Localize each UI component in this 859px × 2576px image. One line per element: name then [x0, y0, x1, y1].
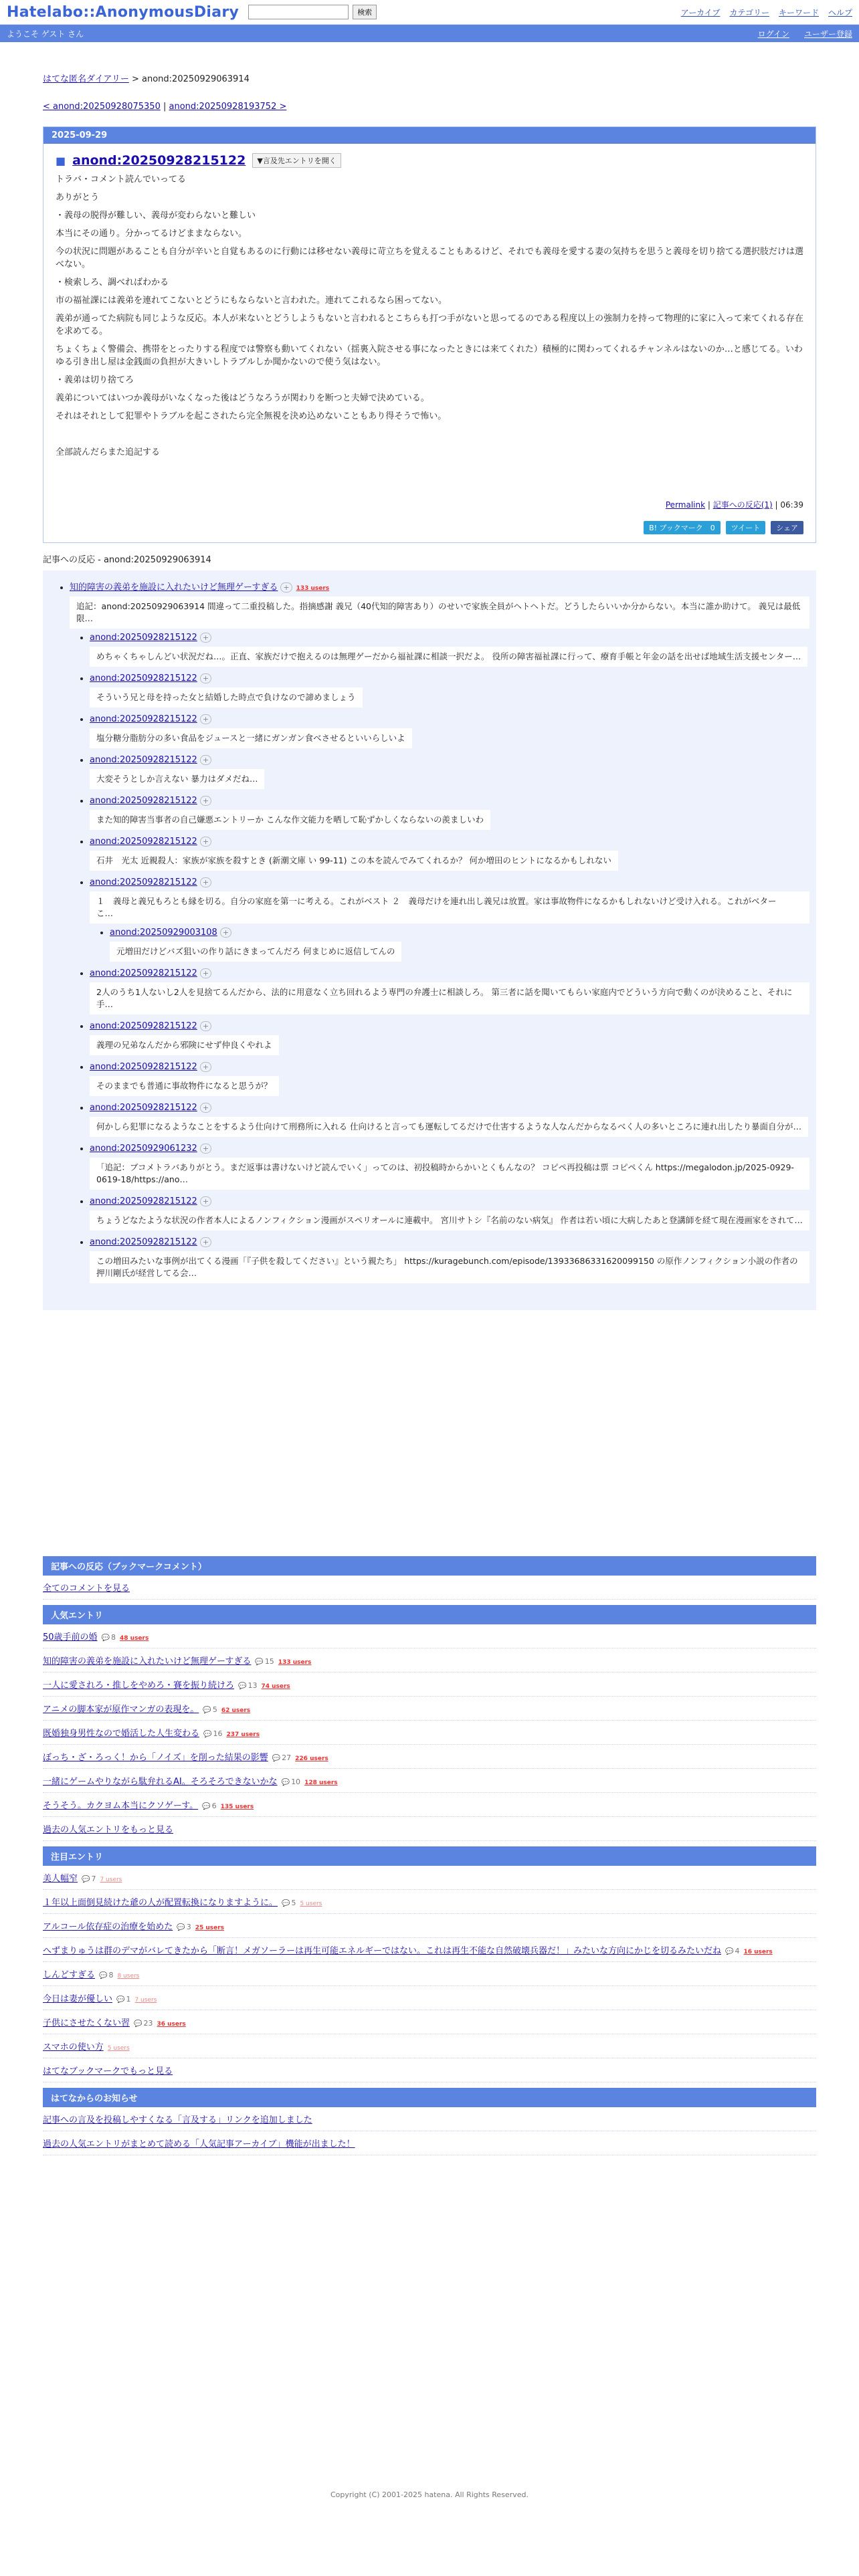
- reply-item: [90, 1103, 809, 1137]
- reply-link[interactable]: anond:20250928215122: [90, 1196, 197, 1206]
- search-button[interactable]: 検索: [353, 5, 377, 19]
- entry-paragraph: ありがとう: [56, 193, 100, 203]
- notable-more-link[interactable]: はてなブックマークでもっと見る: [43, 2066, 173, 2076]
- comment-count: 💬 4: [725, 1947, 739, 1955]
- reply-excerpt: 元増田だけどバズ狙いの作り話にきまってんだろ 何まじめに返信してんの: [110, 942, 401, 962]
- comment-count: 💬 23: [134, 2019, 153, 2028]
- root-users-badge[interactable]: 133 users: [296, 585, 330, 592]
- reply-link[interactable]: anond:20250928215122: [90, 755, 197, 765]
- reply-item: [90, 1196, 809, 1230]
- open-cited-entry-button[interactable]: ▼言及先エントリを開く: [252, 153, 341, 168]
- popular-entry: [43, 1673, 816, 1697]
- entry-paragraph: [56, 428, 803, 441]
- notable-entry: [43, 1938, 816, 1962]
- notable-entry: [43, 1866, 816, 1890]
- toggle-icon[interactable]: +: [200, 714, 211, 724]
- popular-entry-link[interactable]: 既婚独身男性なので婚活した人生変わる: [43, 1729, 200, 1739]
- comment-count: 💬 15: [255, 1657, 274, 1666]
- toggle-icon[interactable]: +: [220, 928, 231, 938]
- hatena-bookmark-button[interactable]: B! ブックマーク 0: [644, 521, 721, 534]
- entry-footer: Permalink | 記事への反応(1) | 06:39: [665, 500, 803, 510]
- entry-paragraph: 本当にその通り。分かってるけどままならない。: [56, 229, 248, 239]
- top-bar: [0, 0, 859, 25]
- entry-paragraph: ちょくちょく警備会、携帯をとったりする程度では警察も動いてくれない（揺裏入院させる事になったときには来てくれた）積極的に関わってくれるチャンネルはないのか…と感じてる。いわゆる引き出し屋は金銭面の負担が大きいしトラブルしか聞かないので使う気はない。: [56, 344, 803, 367]
- news-item: [43, 2131, 816, 2155]
- category-link[interactable]: カテゴリー: [729, 7, 769, 17]
- entry-paragraph: ・義弟は切り捨てろ: [56, 375, 134, 385]
- breadcrumb-current: anond:20250929063914: [142, 74, 250, 84]
- comment-count: 💬 16: [203, 1729, 222, 1738]
- popular-heading: 人気エントリ: [43, 1605, 816, 1624]
- popular-entry: [43, 1721, 816, 1745]
- popular-entry: [43, 1769, 816, 1793]
- notable-entry-link[interactable]: へずまりゅうは群のデマがバレてきたから「断言！メガソーラーは再生可能エネルギーではない。これは再生不能な自然破壊兵器だ！」みたいな方向にかじを切るみたいだね: [43, 1946, 722, 1956]
- entry-body: [56, 173, 803, 459]
- popular-entry-link[interactable]: 知的障害の義弟を施設に入れたいけど無理ゲーすぎる: [43, 1656, 252, 1667]
- notable-entry: [43, 1890, 816, 1914]
- comment-count: 💬 10: [282, 1778, 300, 1786]
- entry-date: 2025-09-29: [43, 127, 816, 144]
- notable-entry-link[interactable]: 子供にさせたくない習: [43, 2018, 130, 2028]
- reply-item: [90, 1062, 809, 1096]
- keyword-link[interactable]: キーワード: [778, 7, 819, 17]
- reply-excerpt: そのままでも普通に事故物件になると思うが？: [90, 1076, 279, 1096]
- users-badge[interactable]: 74 users: [261, 1683, 290, 1690]
- news-link[interactable]: 過去の人気エントリがまとめて読める「人気記事アーカイブ」機能が出ました！: [43, 2139, 355, 2149]
- users-badge[interactable]: 62 users: [221, 1707, 251, 1714]
- users-badge[interactable]: 7 users: [100, 1876, 122, 1883]
- reply-item: [90, 755, 809, 789]
- popular-entry-link[interactable]: 一緒にゲームやりながら駄弁れるAI。そろそろできないかな: [43, 1777, 278, 1787]
- reply-link[interactable]: anond:20250928215122: [90, 1021, 197, 1031]
- toggle-icon[interactable]: +: [200, 877, 211, 887]
- news-heading: はてなからのお知らせ: [43, 2088, 816, 2107]
- notable-entry-link[interactable]: スマホの使い方: [43, 2042, 104, 2052]
- popular-entry-link[interactable]: 一人に愛されろ・推しをやめろ・賽を振り続けろ: [43, 1681, 235, 1691]
- notable-heading: 注目エントリ: [43, 1846, 816, 1866]
- notable-entry: [43, 1962, 816, 1986]
- toggle-icon[interactable]: +: [200, 633, 211, 643]
- entry-paragraph: 市の福祉課には義弟を連れてこないとどうにもならないと言われた。連れてこれるなら困ってない。: [56, 296, 448, 306]
- users-badge[interactable]: 133 users: [278, 1659, 312, 1666]
- notable-entry: [43, 2034, 816, 2058]
- entry-square-icon: ■: [56, 154, 66, 167]
- toggle-icon[interactable]: +: [200, 755, 211, 765]
- tweet-button[interactable]: ツイート: [726, 521, 765, 534]
- popular-entry-link[interactable]: ぼっち・ざ・ろっく！から「ノイズ」を削った結果の影響: [43, 1753, 268, 1763]
- reply-excerpt: 義理の兄弟なんだから邪険にせず仲良くやれよ: [90, 1035, 279, 1055]
- breadcrumb: [43, 72, 816, 84]
- reply-item: [90, 877, 809, 962]
- prev-entry-link[interactable]: < anond:20250928075350: [43, 102, 161, 112]
- users-badge[interactable]: 48 users: [120, 1635, 149, 1642]
- reply-item: [90, 673, 809, 708]
- notable-entry-link[interactable]: 今日は妻が優しい: [43, 1994, 113, 2004]
- reply-excerpt: また知的障害当事者の自己嫌悪エントリーか こんな作文能力を晒して恥ずかしくならないの羨ましいわ: [90, 810, 490, 830]
- toggle-icon[interactable]: +: [200, 1062, 211, 1072]
- archive-link[interactable]: アーカイブ: [680, 7, 721, 17]
- reply-link[interactable]: anond:20250928215122: [90, 877, 197, 887]
- root-entry-link[interactable]: 知的障害の義弟を施設に入れたいけど無理ゲーすぎる: [70, 582, 278, 593]
- notable-entry-link[interactable]: １年以上面倒見続けた爺の人が配置転換になりますように。: [43, 1898, 278, 1908]
- reply-link[interactable]: anond:20250928215122: [90, 968, 197, 978]
- reply-link[interactable]: anond:20250928215122: [90, 714, 197, 724]
- search-input[interactable]: [248, 5, 349, 19]
- toggle-icon[interactable]: +: [200, 1103, 211, 1113]
- reply-item: [110, 928, 809, 962]
- users-badge[interactable]: 5 users: [300, 1901, 322, 1907]
- entry-paragraph: ・義母の脱得が難しい、義母が変わらないと難しい: [56, 211, 256, 221]
- comment-count: 💬 5: [282, 1899, 296, 1907]
- toggle-icon[interactable]: +: [200, 796, 211, 806]
- entry-title[interactable]: anond:20250928215122: [72, 153, 246, 168]
- users-badge[interactable]: 36 users: [157, 2021, 186, 2028]
- reply-excerpt: 「追記：ブコメトラバありがとう。まだ返事は書けないけど読んでいく」ってのは、初投稿時からかいとくもんなの？ コピペ再投稿は票 コピペくん https://megalodon.jp/2025-0929-0619-18/https://ano…: [90, 1158, 809, 1190]
- entry-time: 06:39: [780, 500, 803, 510]
- site-logo[interactable]: Hatelabo::AnonymousDiary: [7, 3, 240, 21]
- users-badge[interactable]: 25 users: [195, 1925, 225, 1931]
- notable-more-row: [43, 2058, 816, 2082]
- reply-link[interactable]: anond:20250928215122: [90, 1237, 197, 1247]
- reply-link[interactable]: anond:20250928215122: [90, 633, 197, 643]
- popular-entry: [43, 1745, 816, 1769]
- entry-paragraph: トラバ・コメント読んでいってる: [56, 175, 187, 185]
- reply-link[interactable]: anond:20250928215122: [90, 796, 197, 806]
- bookmark-comments-heading: 記事への反応（ブックマークコメント）: [43, 1556, 816, 1576]
- popular-more-link[interactable]: 過去の人気エントリをもっと見る: [43, 1825, 174, 1835]
- welcome-text: ようこそ ゲスト さん: [7, 29, 84, 39]
- toggle-icon[interactable]: +: [200, 1021, 211, 1031]
- share-buttons: [56, 521, 803, 534]
- pager: [43, 102, 816, 112]
- users-badge[interactable]: 7 users: [134, 1997, 157, 2004]
- popular-entry: [43, 1793, 816, 1817]
- reply-item: [90, 1021, 809, 1055]
- entry: [43, 126, 816, 543]
- users-badge[interactable]: 8 users: [117, 1973, 140, 1979]
- reply-item: [90, 633, 809, 667]
- login-link[interactable]: ログイン: [757, 29, 789, 39]
- reply-link[interactable]: anond:20250928215122: [90, 1103, 197, 1113]
- toggle-icon[interactable]: +: [200, 673, 211, 683]
- notable-entry: [43, 2010, 816, 2034]
- popular-entry: [43, 1648, 816, 1673]
- users-badge[interactable]: 237 users: [226, 1731, 260, 1738]
- comment-count: 💬 5: [203, 1705, 217, 1714]
- pager-sep: |: [160, 102, 169, 112]
- toggle-icon[interactable]: +: [200, 837, 211, 847]
- reply-excerpt: 大変そうとしか言えない 暴力はダメだね…: [90, 769, 264, 789]
- reply-item: [90, 714, 809, 748]
- reply-item: [90, 796, 809, 830]
- users-badge[interactable]: 135 users: [220, 1804, 254, 1810]
- reply-link[interactable]: anond:20250929061232: [90, 1144, 197, 1154]
- notable-entry-link[interactable]: しんどすぎる: [43, 1970, 96, 1980]
- reply-link[interactable]: anond:20250929003108: [110, 928, 217, 938]
- toggle-icon[interactable]: +: [200, 968, 211, 978]
- notable-list: [43, 1866, 816, 2058]
- toggle-icon[interactable]: +: [200, 1196, 211, 1206]
- welcome-bar: [0, 25, 859, 42]
- reply-excerpt: 何かしら犯罪になるようなことをするよう仕向けて刑務所に入れる 仕向けると言っても運転してるだけで仕害するような人なんだからなるべく人の多いところに連れ出したり暴面自分が…: [90, 1117, 808, 1137]
- users-badge[interactable]: 16 users: [743, 1949, 773, 1955]
- popular-list: [43, 1624, 816, 1817]
- root-entry: [70, 580, 809, 1283]
- reply-list: [70, 633, 809, 1283]
- footer-copyright: Copyright (C) 2001-2025 hatena. All Rights Reserved.: [330, 2490, 529, 2499]
- main-content: [43, 72, 816, 2155]
- comment-count: 💬 8: [99, 1971, 113, 1979]
- comment-count: 💬 27: [272, 1753, 291, 1762]
- register-link[interactable]: ユーザー登録: [803, 29, 852, 39]
- comment-count: 💬 1: [116, 1995, 130, 2004]
- notable-entry: [43, 1986, 816, 2010]
- notable-entry-link[interactable]: アルコール依存症の治療を始めた: [43, 1922, 173, 1932]
- facebook-share-button[interactable]: シェア: [771, 521, 803, 534]
- breadcrumb-sep: >: [128, 74, 142, 84]
- toggle-icon[interactable]: +: [280, 582, 292, 593]
- comment-count: 💬 6: [202, 1802, 216, 1810]
- nested-reply-list: [90, 928, 809, 962]
- notable-entry: [43, 1914, 816, 1938]
- comment-count: 💬 7: [82, 1874, 96, 1883]
- comment-count: 💬 13: [238, 1681, 257, 1690]
- reply-link[interactable]: anond:20250928215122: [90, 837, 197, 847]
- popular-more-row: [43, 1817, 816, 1841]
- reply-excerpt: ちょうどなたような状況の作者本人によるノンフィクション漫画がスペリオールに連載中。 宮川サトシ『名前のない病気』 作者は若い頃に大病したあと登講師を経て現在漫画家をされて…: [90, 1210, 809, 1230]
- comment-count: 💬 8: [102, 1633, 116, 1642]
- reactions-thread: [43, 570, 816, 1310]
- reply-excerpt: この増田みたいな事例が出てくる漫画「『子供を殺してください』という親たち」 https://kuragebunch.com/episode/13933686331620099150 の原作ノンフィクション小説の作者の押川剛氏が経営してる会…: [90, 1251, 809, 1283]
- reply-item: [90, 837, 809, 871]
- reply-excerpt: 2人のうち1人ないし2人を見捨てるんだから、法的に用意なく立ち回れるよう専門の弁護士に相談しろ。 第三者に話を聞いてもらい家庭内でどういう方向で動くのが決めること、それに手…: [90, 982, 809, 1014]
- entry-paragraph: ・検索しろ、調べればわかる: [56, 278, 169, 288]
- news-item: [43, 2107, 816, 2131]
- next-entry-link[interactable]: anond:20250928193752 >: [169, 102, 287, 112]
- reactions-link[interactable]: 記事への反応(1): [712, 500, 773, 510]
- popular-entry-link[interactable]: 50歳手前の婚: [43, 1632, 98, 1642]
- reply-excerpt: そういう兄と母を持った女と結婚した時点で負けなので諦めましょう: [90, 687, 363, 708]
- reply-excerpt: １ 義母と義兄もろとも縁を切る。自分の家庭を第一に考える。これがベスト ２ 義母だけを連れ出し義兄は放置。家は事故物件になるかもしれないけど受け入れる。これがベター こ…: [90, 891, 809, 924]
- reply-excerpt: めちゃくちゃしんどい状況だね…。正直、家族だけで抱えるのは無理ゲーだから福祉課に相談一択だよ。 役所の障害福祉課に行って、療育手帳と年金の話を出せば地域生活支援センター…: [90, 647, 807, 667]
- users-badge[interactable]: 5 users: [107, 2045, 130, 2052]
- help-link[interactable]: ヘルプ: [828, 7, 852, 17]
- popular-entry-link[interactable]: アニメの脚本家が原作マンガの表現を。: [43, 1705, 199, 1715]
- all-comments-link[interactable]: 全てのコメントを見る: [43, 1584, 130, 1594]
- entry-paragraph: 今の状況に問題があることも自分が辛いと自覚もあるのに行動には移せない義母に苛立ちを覚えることもあるけど、それでも義母を愛する妻の気持ちを思うと義母を切り捨てる選択肢だけは選べない。: [56, 247, 804, 270]
- entry-paragraph: それはそれとして犯罪やトラブルを起こされたら完全無視を決め込めないこともあり得そうで怖い。: [56, 411, 447, 421]
- root-entry-excerpt: 追記：anond:20250929063914 間違って二重投稿した。指摘感謝 義兄（40代知的障害あり）のせいで家族全員がヘトヘトだ。どうしたらいいか分からない。本当に誰か助けて。 義兄は最低限…: [70, 597, 809, 629]
- entry-paragraph: 義弟が通ってた病院も同じような反応。本人が来ないとどうしようもないと言われるとこちらも打つ手がないと思ってるのである程度以上の強制力を持って物理的に家に入って来てくれる存在を求めてる。: [56, 314, 804, 336]
- entry-paragraph: 義弟についてはいつか義母がいなくなった後はどうなろうが関わりを断つと夫婦で決めている。: [56, 393, 430, 403]
- popular-entry: [43, 1697, 816, 1721]
- users-badge[interactable]: 226 users: [295, 1755, 328, 1762]
- entry-paragraph: 全部読んだらまた追記する: [56, 447, 161, 457]
- comment-count: 💬 3: [177, 1923, 191, 1931]
- reactions-heading: 記事への反応 - anond:20250929063914: [43, 555, 211, 565]
- notable-entry-link[interactable]: 美人幅窄: [43, 1874, 78, 1884]
- top-links: [681, 7, 852, 18]
- reply-item: [90, 1237, 809, 1283]
- reply-link[interactable]: anond:20250928215122: [90, 673, 197, 683]
- reply-excerpt: 石井 光太 近親殺人：家族が家族を殺すとき (新潮文庫 い 99-11) この本を読んでみてくれるか？ 何か増田のヒントになるかもしれない: [90, 851, 618, 871]
- popular-entry-link[interactable]: そうそう。カクヨム本当にクソゲーす。: [43, 1801, 199, 1811]
- reply-item: [90, 1144, 809, 1190]
- reply-item: [90, 968, 809, 1014]
- permalink[interactable]: Permalink: [665, 500, 706, 510]
- all-comments-row: [43, 1576, 816, 1600]
- users-badge[interactable]: 128 users: [304, 1780, 338, 1786]
- news-link[interactable]: 記事への言及を投稿しやすくなる「言及する」リンクを追加しました: [43, 2115, 312, 2125]
- reply-link[interactable]: anond:20250928215122: [90, 1062, 197, 1072]
- popular-entry: [43, 1624, 816, 1648]
- reply-excerpt: 塩分糖分脂肪分の多い食品をジュースと一緒にガンガン食べさせるといいらしいよ: [90, 728, 412, 748]
- breadcrumb-home[interactable]: はてな匿名ダイアリー: [43, 74, 129, 84]
- toggle-icon[interactable]: +: [200, 1237, 211, 1247]
- toggle-icon[interactable]: +: [200, 1144, 211, 1154]
